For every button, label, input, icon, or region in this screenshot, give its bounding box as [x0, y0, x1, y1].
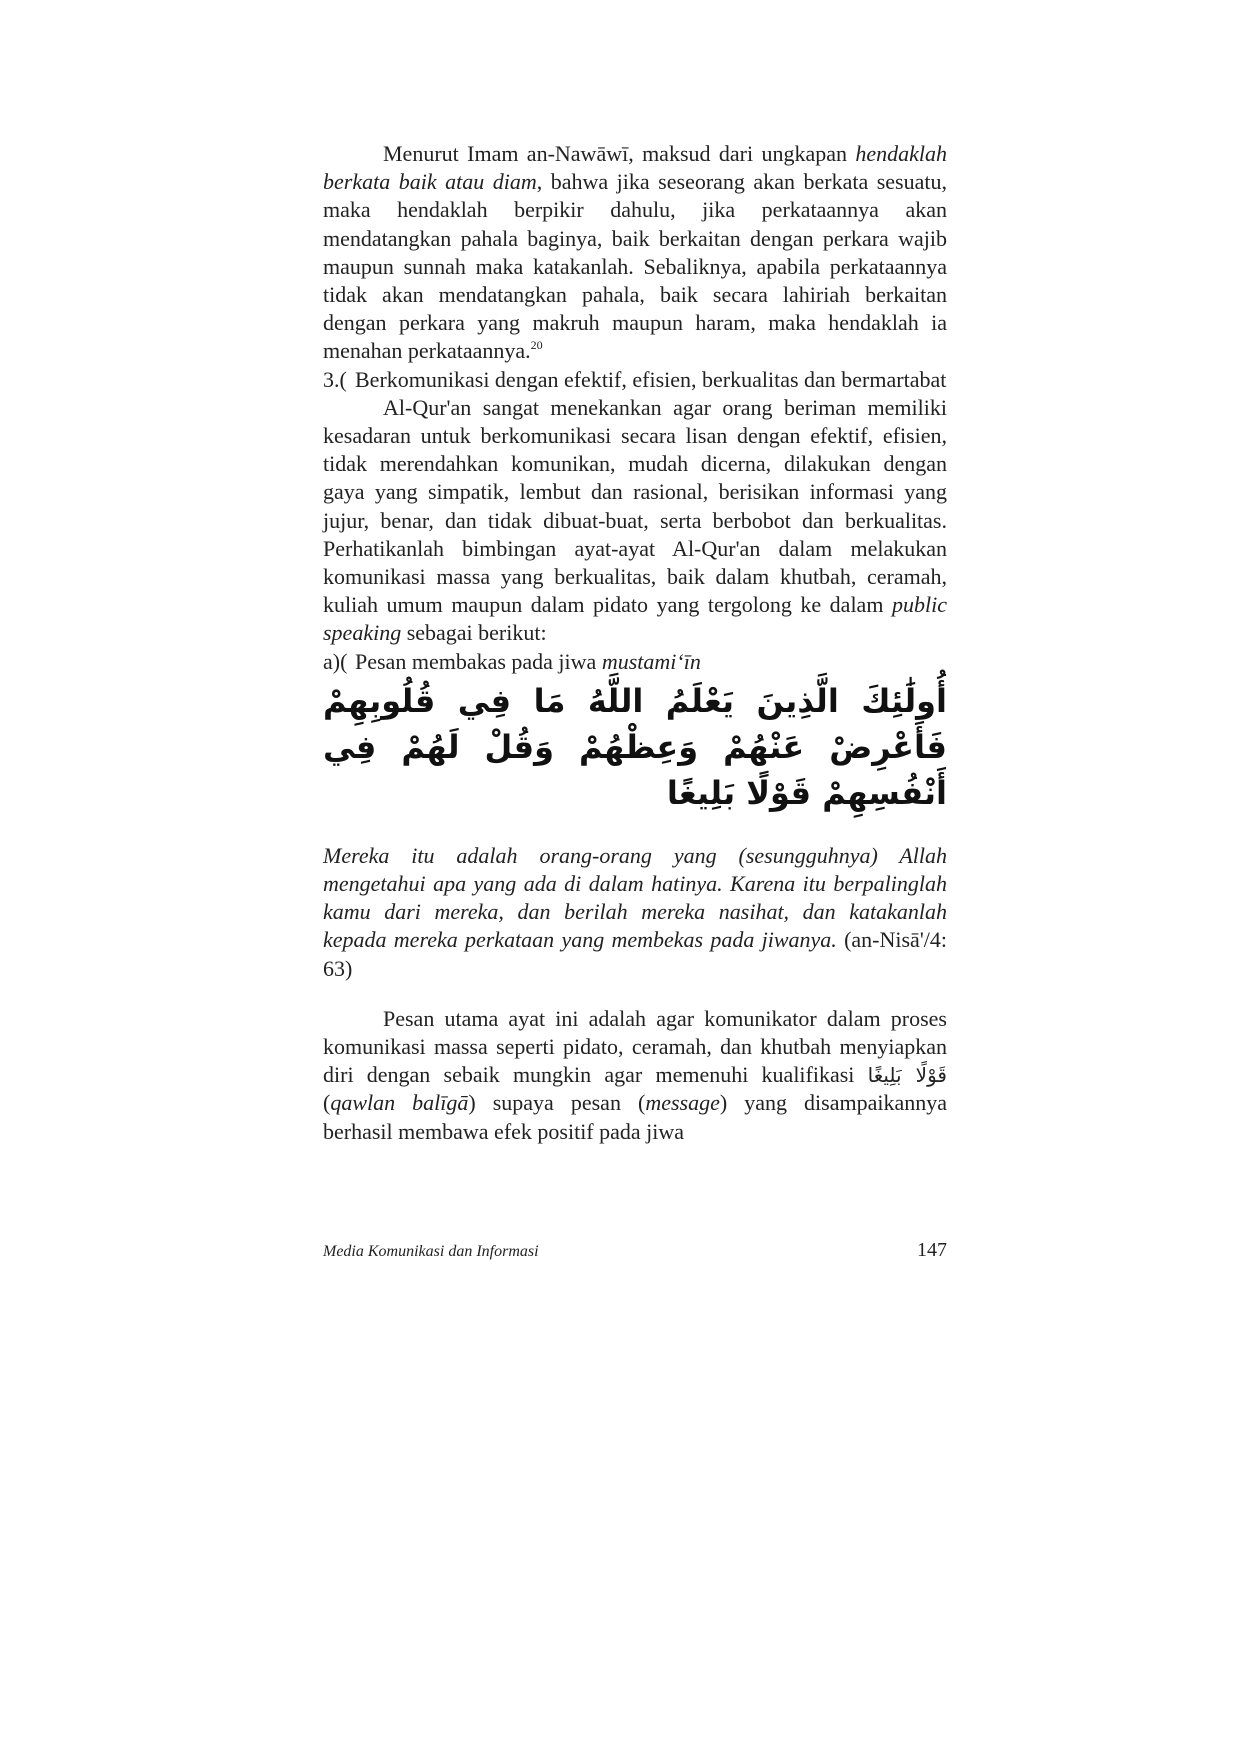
section-number: 3.(	[323, 366, 347, 392]
paragraph-italic: public speaking	[323, 592, 947, 646]
paragraph-italic: message	[645, 1090, 720, 1116]
paragraph-text: (	[323, 1090, 331, 1116]
paragraph-text: , bahwa jika seseorang akan berkata sesuatu, maka hendaklah berpikir dahulu, jika perkataannya akan mendatangkan pahala baginya, baik berkaitan dengan perkara wajib maupun sunnah maka katakanlah. Sebaliknya, apabila perkataannya tidak akan mendatangkan pahala, baik secara lahiriah berkaitan dengan perkara yang makruh maupun haram, maka hendaklah ia menahan perkataannya.	[323, 169, 947, 364]
subsection-title: Pesan membakas pada jiwa	[355, 648, 602, 674]
paragraph-main-message	[323, 1005, 947, 1146]
paragraph-text: sebagai berikut:	[401, 620, 547, 646]
page-content	[323, 140, 947, 1146]
page-number: 147	[917, 1239, 947, 1261]
inline-arabic-term: قَوْلًا بَلِيغًا	[867, 1063, 947, 1088]
section-heading-3	[323, 366, 947, 394]
subsection-heading-a	[323, 648, 947, 676]
paragraph-text: ) supaya pesan (	[468, 1090, 646, 1116]
verse-translation	[323, 842, 947, 983]
paragraph-text: Menurut Imam an-Nawāwī, maksud dari ungkapan	[383, 141, 856, 166]
paragraph-nawawi	[323, 140, 947, 366]
page-footer	[323, 1239, 947, 1263]
paragraph-italic: qawlan balīgā	[330, 1090, 469, 1116]
paragraph-text: Al-Qur'an sangat menekankan agar orang beriman memiliki kesadaran untuk berkomunikasi secara lisan dengan efektif, efisien, tidak merendahkan komunikan, mudah dicerna, dilakukan dengan gaya yang simpatik, lembut dan rasional, berisikan informasi yang jujur, benar, dan tidak dibuat-buat, serta berbobot dan berkualitas. Perhatikanlah bimbingan ayat-ayat Al-Qur'an dalam melakukan komunikasi massa yang berkualitas, baik dalam khutbah, ceramah, kuliah umum maupun dalam pidato yang tergolong ke dalam	[323, 394, 947, 618]
translation-text: Mereka itu adalah orang-orang yang (sesungguhnya) Allah mengetahui apa yang ada di dalam hatinya. Karena itu berpalinglah kamu dari mereka, dan berilah mereka nasihat, dan katakanlah kepada mereka perkataan yang membekas pada jiwanya.	[323, 842, 947, 953]
quran-verse-arabic: أُولَٰئِكَ الَّذِينَ يَعْلَمُ اللَّهُ مَا فِي قُلُوبِهِمْ فَأَعْرِضْ عَنْهُمْ وَعِظْهُمْ وَقُلْ لَهُمْ فِي أَنْفُسِهِمْ قَوْلًا بَلِيغًا	[323, 681, 947, 812]
paragraph-text: Pesan utama ayat ini adalah agar komunikator dalam proses komunikasi massa seperti pidato, ceramah, dan khutbah menyiapkan diri dengan sebaik mungkin agar memenuhi kualifikasi	[323, 1005, 947, 1088]
footer-book-title: Media Komunikasi dan Informasi	[323, 1243, 539, 1260]
paragraph-quran-communication	[323, 394, 947, 648]
section-title: Berkomunikasi dengan efektif, efisien, berkualitas dan bermartabat	[355, 366, 947, 392]
subsection-title-italic: mustami‘īn	[601, 648, 701, 674]
paragraph-italic: hendaklah berkata baik atau diam	[323, 141, 947, 195]
subsection-number: a)(	[323, 648, 348, 674]
verse-reference: (an-Nisā'/4: 63)	[323, 927, 948, 981]
footnote-marker[interactable]: 20	[530, 338, 543, 353]
paragraph-text: ) yang disampaikannya berhasil membawa efek positif pada jiwa	[323, 1090, 947, 1144]
